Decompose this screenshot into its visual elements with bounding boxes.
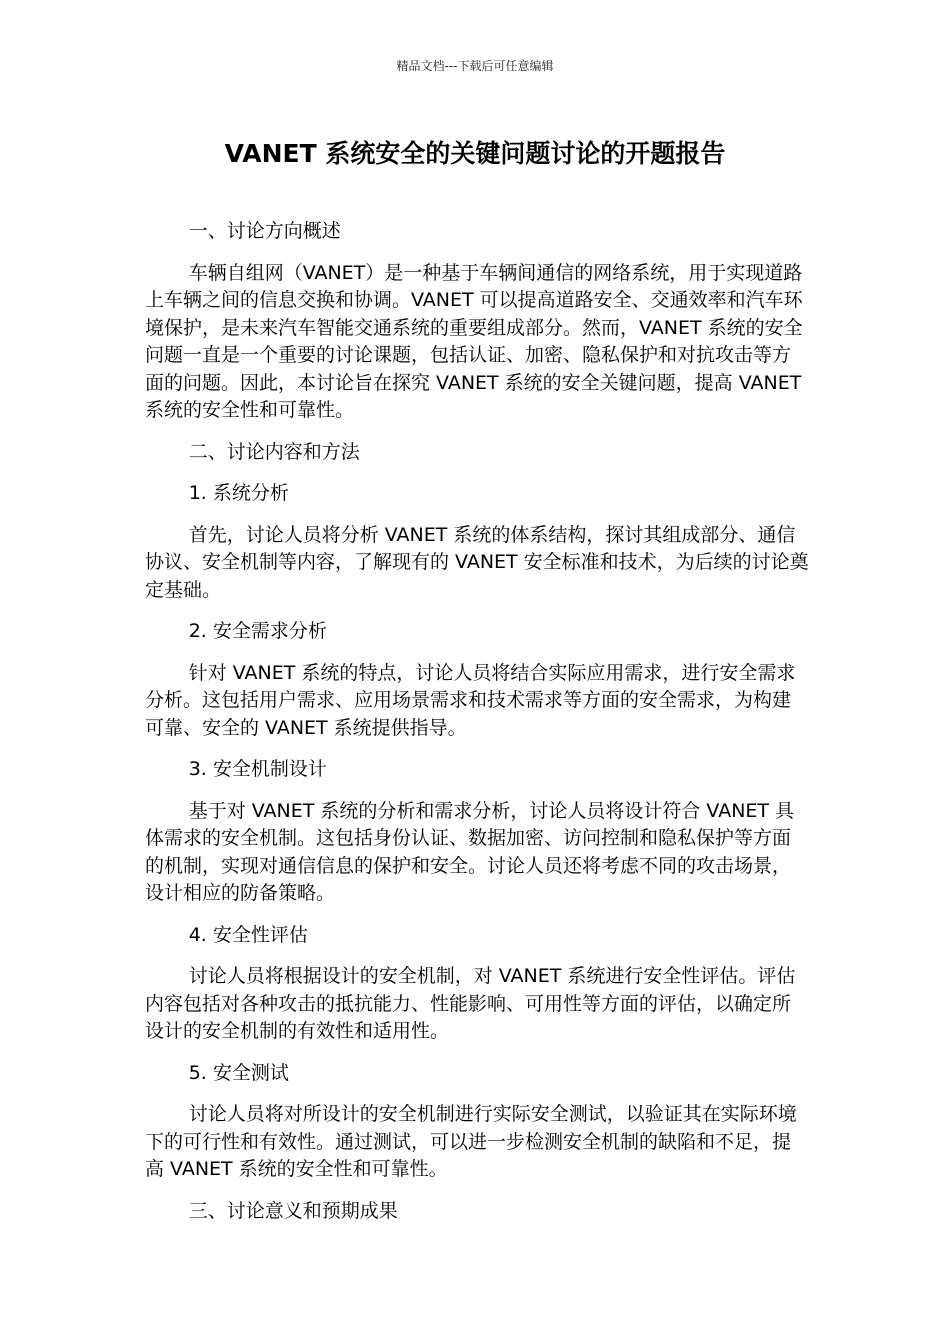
- section-heading-significance: 三、讨论意义和预期成果: [188, 1199, 398, 1222]
- paragraph-mechanism-design: 基于对 VANET 系统的分析和需求分析，讨论人员将设计符合 VANET 具体需求的安全机制。这包括身份认证、数据加密、访问控制和隐私保护等方面的机制，实现对通信信息的保护和安全。讨论人员还将考虑不同的攻击场景，设计相应的防备策略。: [145, 799, 795, 904]
- subheading-security-testing: 5. 安全测试: [188, 1061, 289, 1084]
- subheading-system-analysis: 1. 系统分析: [188, 482, 289, 504]
- paragraph-security-requirements: 针对 VANET 系统的特点，讨论人员将结合实际应用需求，进行安全需求分析。这包括用户需求、应用场景需求和技术需求等方面的安全需求，为构建可靠、安全的 VANET 系统提供指导。: [145, 661, 796, 739]
- header-note: 精品文档---下载后可任意编辑: [396, 59, 554, 73]
- section-heading-content-methods: 二、讨论内容和方法: [188, 440, 360, 463]
- document-body: [145, 218, 809, 1239]
- subheading-security-requirements: 2. 安全需求分析: [188, 620, 327, 642]
- section-heading-overview: 一、讨论方向概述: [188, 220, 341, 242]
- paragraph-overview: 车辆自组网（VANET）是一种基于车辆间通信的网络系统，用于实现道路上车辆之间的信息交换和协调。VANET 可以提高道路安全、交通效率和汽车环境保护，是未来汽车智能交通系统的重要组成部分。然而，VANET 系统的安全问题一直是一个重要的讨论课题，包括认证、加密、隐私保护和对抗攻击等方面的问题。因此，本讨论旨在探究 VANET 系统的安全关键问题，提高 VANET 系统的安全性和可靠性。: [145, 261, 803, 421]
- paragraph-security-evaluation: 讨论人员将根据设计的安全机制，对 VANET 系统进行安全性评估。评估内容包括对各种攻击的抵抗能力、性能影响、可用性等方面的评估，以确定所设计的安全机制的有效性和适用性。: [145, 965, 796, 1042]
- paragraph-system-analysis: 首先，讨论人员将分析 VANET 系统的体系结构，探讨其组成部分、通信协议、安全机制等内容，了解现有的 VANET 安全标准和技术，为后续的讨论奠定基础。: [145, 523, 809, 601]
- subheading-mechanism-design: 3. 安全机制设计: [188, 758, 327, 780]
- paragraph-security-testing: 讨论人员将对所设计的安全机制进行实际安全测试，以验证其在实际环境下的可行性和有效性。通过测试，可以进一步检测安全机制的缺陷和不足，提高 VANET 系统的安全性和可靠性。: [145, 1103, 797, 1180]
- subheading-security-evaluation: 4. 安全性评估: [188, 923, 308, 946]
- document-title: VANET 系统安全的关键问题讨论的开题报告: [224, 139, 726, 168]
